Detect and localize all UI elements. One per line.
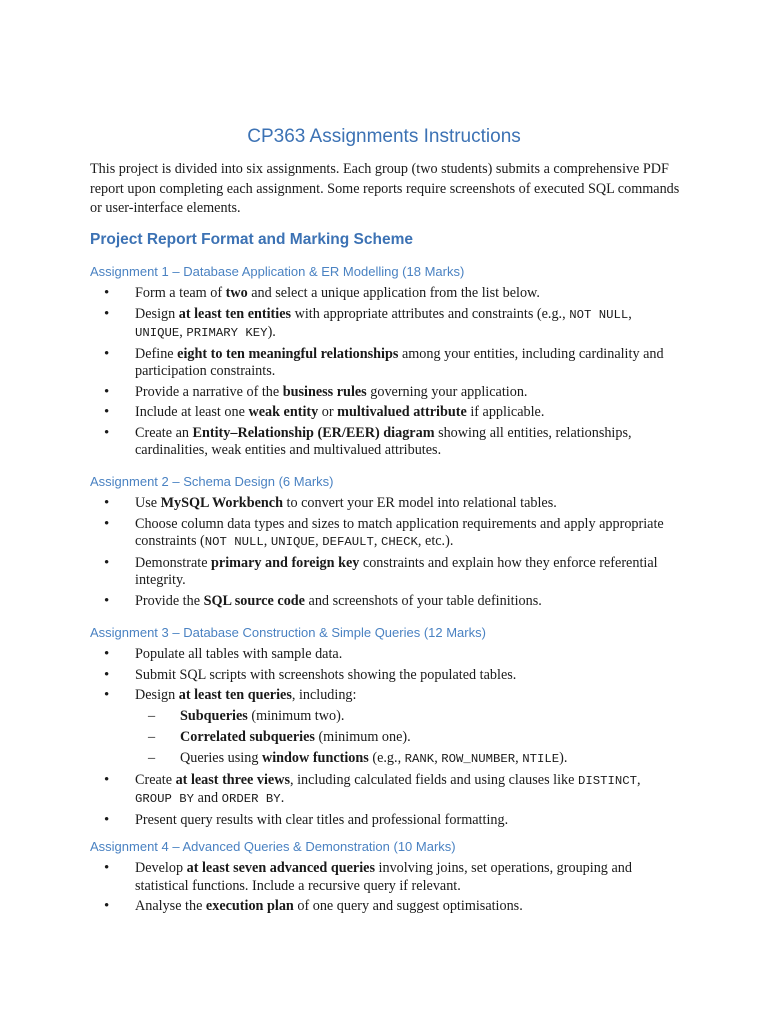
list-item: • Define eight to ten meaningful relationships among your entities, including cardinality and participation constraints. — [90, 346, 675, 381]
list-item: • Design at least ten entities with appropriate attributes and constraints (e.g., NOT NULL, UNIQUE, PRIMARY KEY). — [90, 306, 675, 343]
list-item: • Use MySQL Workbench to convert your ER model into relational tables. — [90, 495, 675, 513]
list-item: • Submit SQL scripts with screenshots showing the populated tables. — [90, 667, 675, 685]
list-item: • Analyse the execution plan of one query and suggest optimisations. — [90, 898, 675, 916]
sublist-container — [90, 708, 690, 769]
list-item: • Create at least three views, including calculated fields and using clauses like DISTINCT, GROUP BY and ORDER BY. — [90, 772, 675, 809]
assignment-4-list — [90, 860, 690, 916]
list-item: • Present query results with clear titles and professional formatting. — [90, 812, 675, 830]
list-item: • Form a team of two and select a unique application from the list below. — [90, 285, 675, 303]
assignment-1-heading: Assignment 1 – Database Application & ER Modelling (18 Marks) — [90, 264, 465, 279]
list-item: • Develop at least seven advanced queries involving joins, set operations, grouping and statistical functions. Include a recursive query if relevant. — [90, 860, 675, 895]
assignment-4-heading: Assignment 4 – Advanced Queries & Demonstration (10 Marks) — [90, 839, 456, 854]
list-item: • Create an Entity–Relationship (ER/EER) diagram showing all entities, relationships, cardinalities, weak entities and multivalued attributes. — [90, 425, 675, 460]
sublist-item: – Correlated subqueries (minimum one). — [90, 729, 690, 747]
sublist-item: – Subqueries (minimum two). — [90, 708, 690, 726]
assignment-3-heading: Assignment 3 – Database Construction & Simple Queries (12 Marks) — [90, 625, 486, 640]
list-item: • Include at least one weak entity or multivalued attribute if applicable. — [90, 404, 675, 422]
document-title: CP363 Assignments Instructions — [247, 126, 521, 147]
assignment-2-section — [90, 472, 690, 610]
list-item: • Provide the SQL source code and screenshots of your table definitions. — [90, 593, 675, 611]
list-item: • Choose column data types and sizes to match application requirements and apply appropriate constraints (NOT NULL, UNIQUE, DEFAULT, CHECK, etc.). — [90, 516, 675, 552]
assignment-2-heading: Assignment 2 – Schema Design (6 Marks) — [90, 474, 334, 489]
assignment-3-list — [90, 646, 690, 829]
list-item: • Demonstrate primary and foreign key constraints and explain how they enforce referential integrity. — [90, 555, 675, 590]
sublist-item: – Queries using window functions (e.g., RANK, ROW_NUMBER, NTILE). — [90, 750, 690, 769]
intro-paragraph: This project is divided into six assignments. Each group (two students) submits a comprehensive PDF report upon completing each assignment. Some reports require screenshots of executed SQL commands or user-interface elements. — [90, 161, 680, 216]
section-heading: Project Report Format and Marking Scheme — [90, 231, 413, 248]
list-item: • Populate all tables with sample data. — [90, 646, 675, 664]
assignment-2-list — [90, 495, 690, 610]
assignment-3-section — [90, 623, 690, 829]
assignment-4-section — [90, 837, 690, 916]
list-item: • Design at least ten queries, including: — [90, 687, 675, 705]
query-types-sublist — [90, 708, 690, 769]
list-item: • Provide a narrative of the business rules governing your application. — [90, 384, 675, 402]
assignment-1-section — [90, 262, 690, 460]
assignment-1-list — [90, 285, 690, 460]
